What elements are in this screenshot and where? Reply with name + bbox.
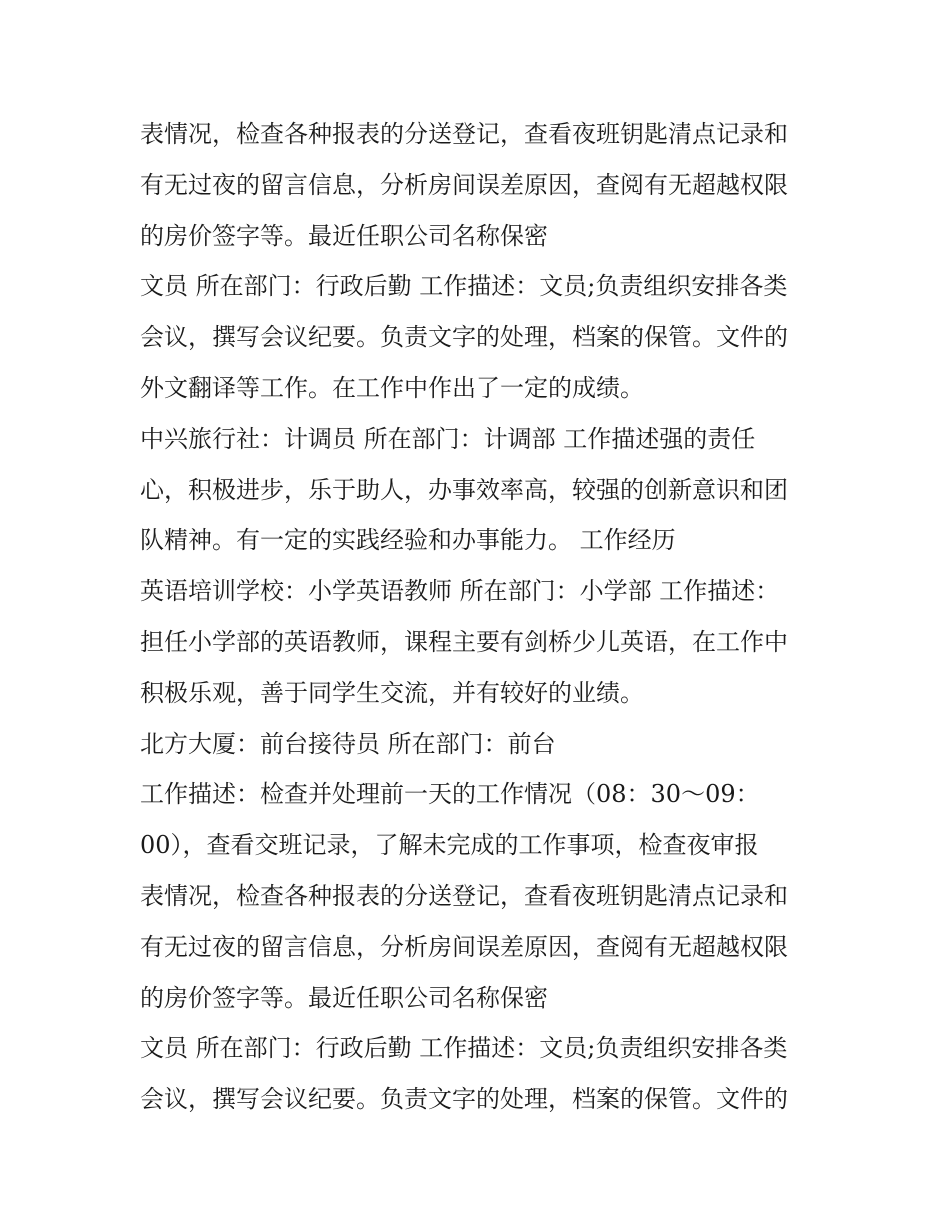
text-line: 00），查看交班记录，了解未完成的工作事项，检查夜审报 [140,831,759,860]
text-line: 文员 所在部门：行政后勤 工作描述：文员;负责组织安排各类 [140,1034,788,1063]
text-line: 文员 所在部门：行政后勤 工作描述：文员;负责组织安排各类 [140,272,788,301]
text-line: 会议，撰写会议纪要。负责文字的处理，档案的保管。文件的 [140,1085,788,1114]
text-line: 担任小学部的英语教师，课程主要有剑桥少儿英语，在工作中 [140,627,788,656]
text-line: 表情况，检查各种报表的分送登记，查看夜班钥匙清点记录和 [140,881,788,910]
text-line: 积极乐观，善于同学生交流，并有较好的业绩。 [140,678,644,707]
text-line: 的房价签字等。最近任职公司名称保密 [140,983,548,1012]
text-line: 心，积极进步，乐于助人，办事效率高，较强的创新意识和团 [140,475,788,504]
text-line: 有无过夜的留言信息，分析房间误差原因，查阅有无超越权限 [140,170,788,199]
document-body [140,109,830,1125]
text-line: 中兴旅行社：计调员 所在部门：计调部 工作描述强的责任 [140,424,756,453]
text-line: 北方大厦：前台接待员 所在部门：前台 [140,729,556,758]
text-line: 外文翻译等工作。在工作中作出了一定的成绩。 [140,373,644,402]
text-line: 有无过夜的留言信息，分析房间误差原因，查阅有无超越权限 [140,932,788,961]
text-line: 的房价签字等。最近任职公司名称保密 [140,221,548,250]
text-line: 英语培训学校：小学英语教师 所在部门：小学部 工作描述： [140,577,780,606]
text-line: 队精神。有一定的实践经验和办事能力。 工作经历 [140,526,676,555]
text-line: 会议，撰写会议纪要。负责文字的处理，档案的保管。文件的 [140,323,788,352]
text-line: 工作描述：检查并处理前一天的工作情况（08：30～09： [140,780,760,809]
text-line: 表情况，检查各种报表的分送登记，查看夜班钥匙清点记录和 [140,120,788,148]
